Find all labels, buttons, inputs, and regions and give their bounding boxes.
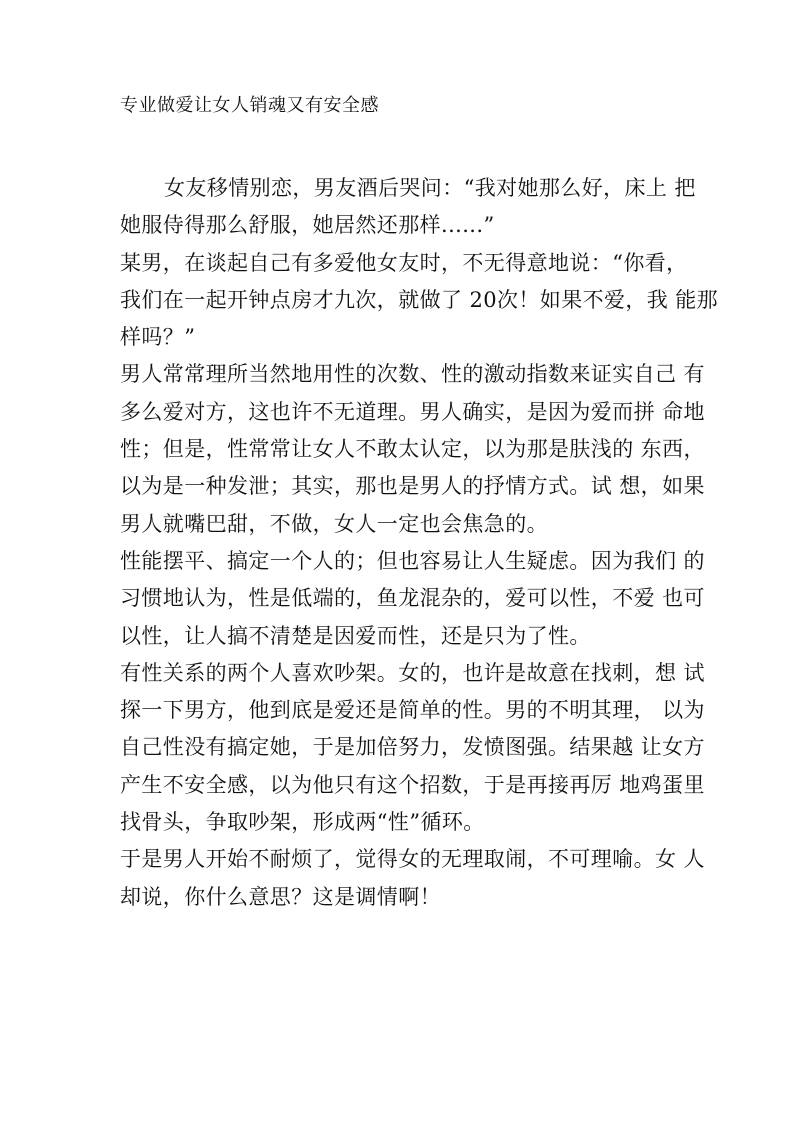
text-line: 男人常常理所当然地用性的次数、性的激动指数来证实自己 有 <box>120 362 705 387</box>
text-line: 性能摆平、搞定一个人的；但也容易让人生疑虑。因为我们 的 <box>120 548 705 573</box>
text-line: 探一下男方，他到底是爱还是简单的性。男的不明其理， 以为 <box>120 698 705 723</box>
text-line: 找骨头，争取吵架，形成两“性”循环。 <box>120 810 485 835</box>
text-line: 某男，在谈起自己有多爱他女友时，不无得意地说：“你看， <box>120 250 688 275</box>
text-line: 却说，你什么意思？这是调情啊！ <box>120 884 441 909</box>
text-line: 多么爱对方，这也许不无道理。男人确实，是因为爱而拼 命地 <box>120 399 705 424</box>
text-line: 产生不安全感，以为他只有这个招数，于是再接再厉 地鸡蛋里 <box>120 772 705 797</box>
text-line: 性；但是，性常常让女人不敢太认定，以为那是肤浅的 东西， <box>120 437 705 462</box>
text-line: 样吗？” <box>120 325 196 350</box>
text-line: 以为是一种发泄；其实，那也是男人的抒情方式。试 想，如果 <box>120 474 705 499</box>
text-line: 于是男人开始不耐烦了，觉得女的无理取闹，不可理喻。女 人 <box>120 847 705 872</box>
text-line: 以性，让人搞不清楚是因爱而性，还是只为了性。 <box>120 623 591 648</box>
document-title: 专业做爱让女人销魂又有安全感 <box>120 95 379 116</box>
document-body <box>120 170 719 916</box>
text-line: 习惯地认为，性是低端的，鱼龙混杂的，爱可以性，不爱 也可 <box>120 586 705 611</box>
text-line: 男人就嘴巴甜，不做，女人一定也会焦急的。 <box>120 511 548 536</box>
text-line: 有性关系的两个人喜欢吵架。女的，也许是故意在找刺，想 试 <box>120 660 705 685</box>
text-line: 我们在一起开钟点房才九次，就做了 20次！如果不爱，我 能那 <box>120 287 719 312</box>
text-line: 女友移情别恋，男友酒后哭问：“我对她那么好，床上 把 <box>164 176 696 200</box>
text-line: 她服侍得那么舒服，她居然还那样......” <box>120 213 495 238</box>
text-line: 自己性没有搞定她，于是加倍努力，发愤图强。结果越 让女方 <box>120 735 705 760</box>
